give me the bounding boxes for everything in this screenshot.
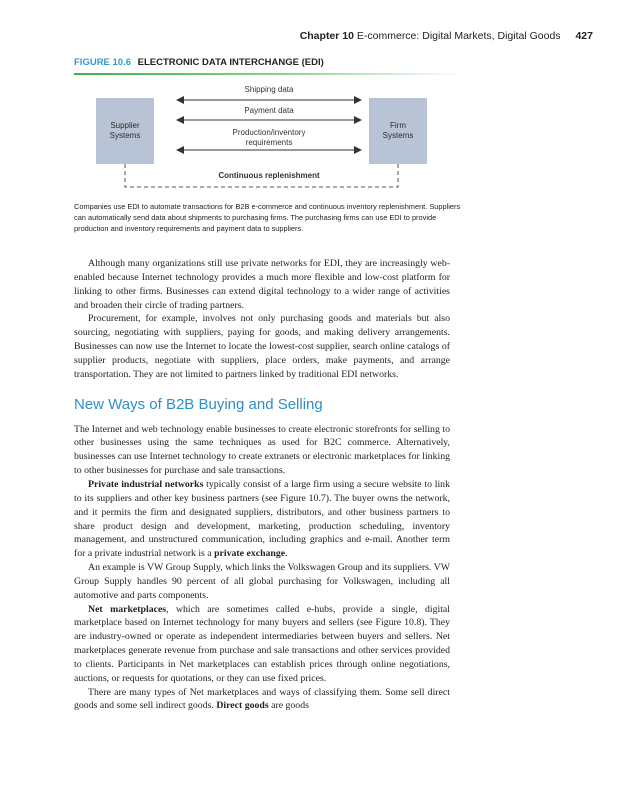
- figure-heading: ELECTRONIC DATA INTERCHANGE (EDI): [137, 57, 324, 68]
- section-heading: New Ways of B2B Buying and Selling: [74, 395, 323, 413]
- firm-box-line-1: Firm: [390, 121, 406, 131]
- paragraph-vw-example: An example is VW Group Supply, which links the Volkswagen Group and its suppliers. VW Group Supply handles 90 percent of all global purchasing for Volkswagen, including all automotive and parts components.: [74, 562, 450, 601]
- supplier-systems-box: [96, 98, 154, 164]
- supplier-box-line-1: Supplier: [110, 121, 140, 131]
- term-private-industrial-networks: Private industrial networks: [88, 478, 204, 490]
- paragraph-private-networks: Private industrial networks typically consist of a large firm using a secure website to link to its suppliers and other key business partners (see Figure 10.7). The buyer owns the network, and it permits the firm and designated suppliers, distributors, and other business partners to share product design and development, marketing, production scheduling, inventory management, and unstructured communication, including graphics and e-mail. Another term for a private industrial network is a private exchange.: [74, 478, 450, 560]
- paragraph-procurement: Procurement, for example, involves not only purchasing goods and materials but also sourcing, negotiating with suppliers, paying for goods, and making delivery arrangements. Businesses can now use the Internet to locate the lowest-cost supplier, search online catalogs of supplier products, negotiate with suppliers, place orders, make payments, and arrange transportation. They are not limited to partners linked by traditional EDI networks.: [74, 313, 450, 380]
- payment-data-label: Payment data: [244, 106, 294, 115]
- shipping-data-label: Shipping data: [244, 85, 294, 94]
- running-header: [300, 30, 593, 42]
- paragraph-net-marketplaces: Net marketplaces, which are sometimes called e-hubs, provide a single, digital marketplace based on Internet technology for many buyers and sellers (see Figure 10.8). They are industry-owned or operate as independent intermediaries between buyers and sellers. Net marketplaces generate revenue from purchase and sale transactions and other services provided to clients. Participants in Net marketplaces can establish prices through online negotiations, auctions, or requests for quotations, or they can use fixed prices.: [74, 603, 450, 684]
- term-private-exchange: private exchange: [214, 548, 286, 560]
- body-text: [74, 257, 450, 713]
- supplier-box-line-2: Systems: [109, 131, 141, 140]
- paragraph-storefronts: The Internet and web technology enable businesses to create electronic storefronts for selling to other businesses using the same techniques as used for B2C commerce. Alternatively, businesses can use Internet technology to create extranets or electronic marketplaces for linking to other businesses for purchase and sale transactions.: [74, 423, 450, 477]
- firm-systems-box: [369, 98, 427, 164]
- figure-title: [74, 57, 324, 68]
- page-number: 427: [575, 30, 593, 42]
- term-direct-goods: Direct goods: [216, 700, 269, 712]
- figure-number: FIGURE 10.6: [74, 57, 132, 68]
- figure-caption: Companies use EDI to automate transactions for B2B e-commerce and continuous inventory replenishment. Suppliers can automatically send data about shipments to purchasing firms. The purchasing firms can use EDI to provide production and inventory requirements and payment data to suppliers.: [74, 202, 461, 233]
- production-label-line-2: requirements: [245, 138, 293, 147]
- paragraph-edi-web: Although many organizations still use private networks for EDI, they are increasingly web-enabled because Internet technology provides a much more flexible and low-cost platform for linking to other firms. Businesses can extend digital technology to a wider range of activities and broaden their circle of trading partners.: [74, 258, 450, 311]
- firm-box-line-2: Systems: [382, 131, 414, 140]
- continuous-replenishment-label: Continuous replenishment: [218, 171, 320, 180]
- term-net-marketplaces: Net marketplaces: [88, 603, 167, 615]
- chapter-number: Chapter 10: [299, 30, 354, 42]
- paragraph-types: There are many types of Net marketplaces and ways of classifying them. Some sell direct goods and some sell indirect goods. Direct goods are goods: [74, 686, 450, 712]
- edi-diagram: [74, 84, 464, 196]
- production-inventory-label: [204, 128, 334, 148]
- figure-title-rule: [74, 73, 464, 75]
- chapter-title: E-commerce: Digital Markets, Digital Goods: [356, 30, 561, 42]
- production-label-line-1: Production/inventory: [232, 128, 306, 137]
